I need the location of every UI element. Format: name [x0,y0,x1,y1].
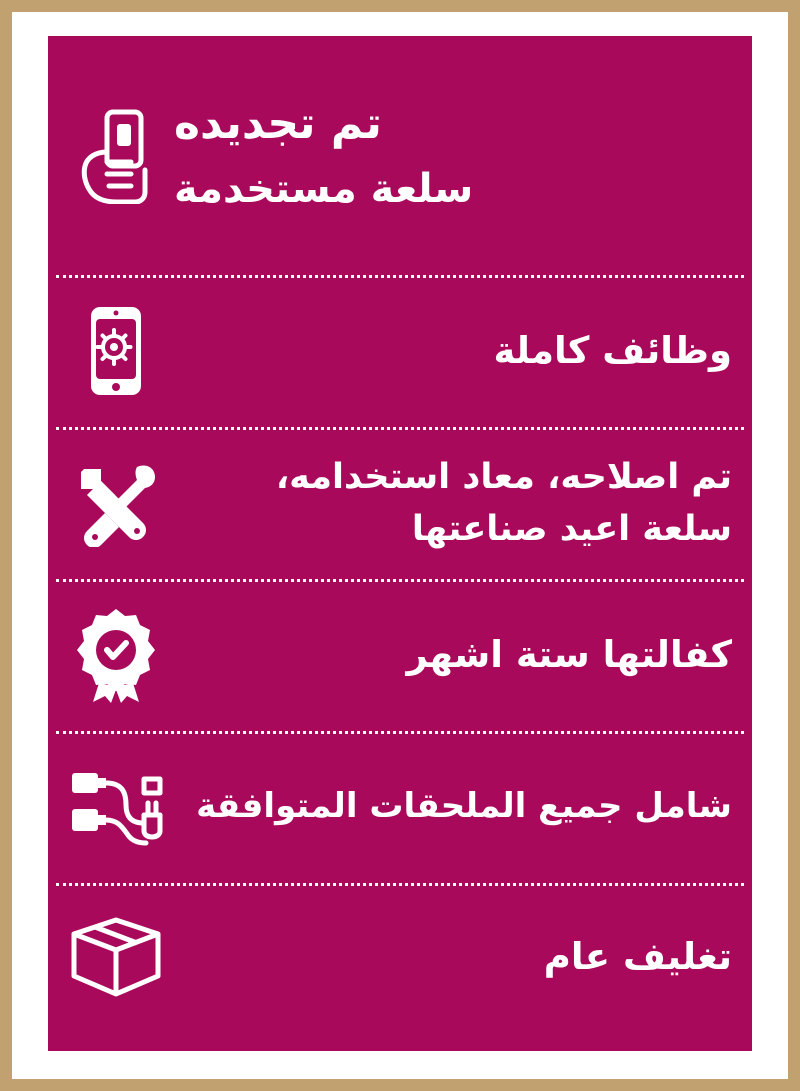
feature-label-full-functions: وظائف كاملة [493,329,732,373]
poster-white-frame [12,12,788,1079]
page-title: تم تجديده [174,97,382,149]
cable-accessories-icon [64,765,168,849]
row-1-text-block [168,93,736,219]
feature-row-warranty [48,579,752,731]
hand-holding-phone-icon [64,108,168,204]
features-panel [48,36,752,1051]
feature-label-used-item: سلعة مستخدمة [174,166,474,213]
feature-row-packaging [48,883,752,1030]
warranty-badge-check-icon [64,607,168,703]
smartphone-settings-icon [64,303,168,399]
feature-row-full-functions [48,275,752,427]
feature-row-accessories [48,731,752,883]
feature-label-packaging: تغليف عام [543,934,732,978]
feature-row-repaired [48,427,752,579]
wrench-screwdriver-icon [64,459,168,547]
feature-label-repaired: تم اصلاحه، معاد استخدامه، سلعة اعيد صناعتها [275,456,732,549]
package-box-icon [64,914,168,1000]
feature-label-accessories: شامل جميع الملحقات المتوافقة [196,786,732,827]
feature-row-used-item [48,36,752,275]
feature-label-warranty: كفالتها ستة اشهر [406,633,732,677]
